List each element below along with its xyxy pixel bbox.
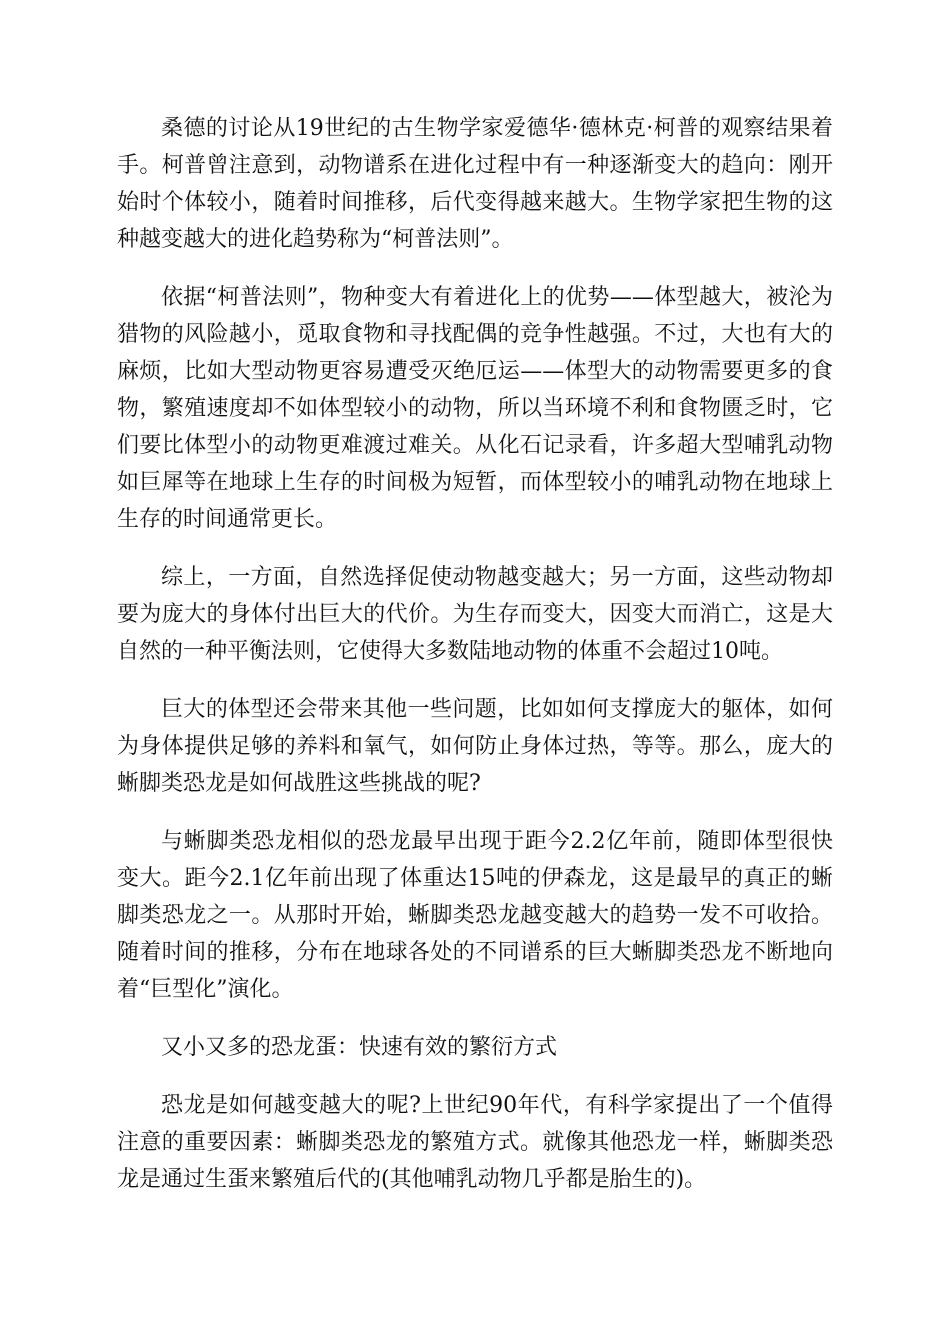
paragraph-sauropod-origin: 与蜥脚类恐龙相似的恐龙最早出现于距今2.2亿年前，随即体型很快变大。距今2.1亿年前出现了体重达15吨的伊森龙，这是最早的真正的蜥脚类恐龙之一。从那时开始，蜥脚类恐龙越变越大的趋势一发不可收拾。随着时间的推移，分布在地球各处的不同谱系的巨大蜥脚类恐龙不断地向着“巨型化”演化。 [117, 829, 833, 1002]
paragraph-size-challenges: 巨大的体型还会带来其他一些问题，比如如何支撑庞大的躯体，如何为身体提供足够的养料和氧气，如何防止身体过热，等等。那么，庞大的蜥脚类恐龙是如何战胜这些挑战的呢? [117, 697, 833, 796]
section-heading: 又小又多的恐龙蛋：快速有效的繁衍方式 [161, 1035, 558, 1060]
paragraph-reproduction: 恐龙是如何越变越大的呢?上世纪90年代，有科学家提出了一个值得注意的重要因素：蜥脚类恐龙的繁殖方式。就像其他恐龙一样，蜥脚类恐龙是通过生蛋来繁殖后代的(其他哺乳动物几乎都是胎生的)。 [117, 1093, 833, 1192]
document-body [117, 110, 833, 1219]
paragraph-balance-rule: 综上，一方面，自然选择促使动物越变越大；另一方面，这些动物却要为庞大的身体付出巨大的代价。为生存而变大，因变大而消亡，这是大自然的一种平衡法则，它使得大多数陆地动物的体重不会超过10吨。 [117, 565, 833, 664]
paragraph-size-advantage: 依据“柯普法则”，物种变大有着进化上的优势——体型越大，被沦为猎物的风险越小，觅取食物和寻找配偶的竞争性越强。不过，大也有大的麻烦，比如大型动物更容易遭受灭绝厄运——体型大的动物需要更多的食物，繁殖速度却不如体型较小的动物，所以当环境不利和食物匮乏时，它们要比体型小的动物更难渡过难关。从化石记录看，许多超大型哺乳动物如巨犀等在地球上生存的时间极为短暂，而体型较小的哺乳动物在地球上生存的时间通常更长。 [117, 285, 833, 532]
paragraph-cope-rule: 桑德的讨论从19世纪的古生物学家爱德华·德林克·柯普的观察结果着手。柯普曾注意到，动物谱系在进化过程中有一种逐渐变大的趋向：刚开始时个体较小，随着时间推移，后代变得越来越大。生物学家把生物的这种越变越大的进化趋势称为“柯普法则”。 [117, 116, 833, 252]
